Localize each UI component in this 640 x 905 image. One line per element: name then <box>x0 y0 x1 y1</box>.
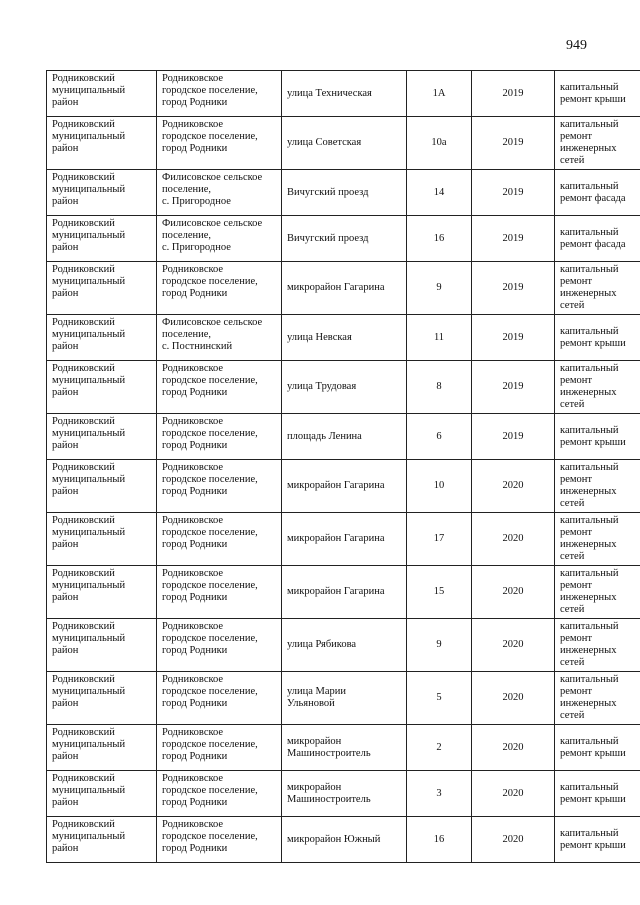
settlement-cell: Филисовское сельское поселение, с. Пригородное <box>157 170 282 216</box>
table-row <box>47 672 640 725</box>
table-row <box>47 817 640 863</box>
street-cell: Вичугский проезд <box>282 170 407 216</box>
house-number-cell: 6 <box>407 414 472 460</box>
house-number-cell: 9 <box>407 619 472 672</box>
district-cell: Родниковский муниципальный район <box>47 513 157 566</box>
work-type-cell: капитальный ремонт инженерных сетей <box>555 460 640 513</box>
house-number-cell: 15 <box>407 566 472 619</box>
table-row <box>47 513 640 566</box>
house-number-cell: 9 <box>407 262 472 315</box>
year-cell: 2019 <box>472 71 555 117</box>
table-row <box>47 262 640 315</box>
work-type-cell: капитальный ремонт инженерных сетей <box>555 117 640 170</box>
work-type-cell: капитальный ремонт фасада <box>555 216 640 262</box>
settlement-cell: Родниковское городское поселение, город Родники <box>157 771 282 817</box>
street-cell: улица Рябикова <box>282 619 407 672</box>
work-type-cell: капитальный ремонт крыши <box>555 414 640 460</box>
table-row <box>47 725 640 771</box>
work-type-cell: капитальный ремонт крыши <box>555 725 640 771</box>
settlement-cell: Родниковское городское поселение, город Родники <box>157 566 282 619</box>
work-type-cell: капитальный ремонт крыши <box>555 771 640 817</box>
district-cell: Родниковский муниципальный район <box>47 117 157 170</box>
street-cell: площадь Ленина <box>282 414 407 460</box>
house-number-cell: 10 <box>407 460 472 513</box>
street-cell: микрорайон Гагарина <box>282 566 407 619</box>
year-cell: 2019 <box>472 361 555 414</box>
district-cell: Родниковский муниципальный район <box>47 262 157 315</box>
street-cell: улица Трудовая <box>282 361 407 414</box>
settlement-cell: Родниковское городское поселение, город Родники <box>157 71 282 117</box>
year-cell: 2019 <box>472 414 555 460</box>
house-number-cell: 1А <box>407 71 472 117</box>
table-row <box>47 460 640 513</box>
table-row <box>47 566 640 619</box>
year-cell: 2020 <box>472 817 555 863</box>
district-cell: Родниковский муниципальный район <box>47 566 157 619</box>
settlement-cell: Родниковское городское поселение, город Родники <box>157 414 282 460</box>
settlement-cell: Родниковское городское поселение, город Родники <box>157 619 282 672</box>
house-number-cell: 16 <box>407 216 472 262</box>
district-cell: Родниковский муниципальный район <box>47 817 157 863</box>
settlement-cell: Филисовское сельское поселение, с. Пригородное <box>157 216 282 262</box>
year-cell: 2020 <box>472 725 555 771</box>
work-type-cell: капитальный ремонт инженерных сетей <box>555 361 640 414</box>
district-cell: Родниковский муниципальный район <box>47 216 157 262</box>
house-number-cell: 2 <box>407 725 472 771</box>
settlement-cell: Родниковское городское поселение, город Родники <box>157 361 282 414</box>
work-type-cell: капитальный ремонт инженерных сетей <box>555 619 640 672</box>
year-cell: 2020 <box>472 566 555 619</box>
house-number-cell: 5 <box>407 672 472 725</box>
year-cell: 2019 <box>472 315 555 361</box>
table-row <box>47 170 640 216</box>
work-type-cell: капитальный ремонт инженерных сетей <box>555 513 640 566</box>
house-number-cell: 3 <box>407 771 472 817</box>
district-cell: Родниковский муниципальный район <box>47 460 157 513</box>
street-cell: микрорайон Машиностроитель <box>282 771 407 817</box>
street-cell: микрорайон Гагарина <box>282 262 407 315</box>
street-cell: улица Техническая <box>282 71 407 117</box>
street-cell: микрорайон Гагарина <box>282 513 407 566</box>
table-row <box>47 771 640 817</box>
street-cell: улица Советская <box>282 117 407 170</box>
work-type-cell: капитальный ремонт инженерных сетей <box>555 262 640 315</box>
district-cell: Родниковский муниципальный район <box>47 672 157 725</box>
district-cell: Родниковский муниципальный район <box>47 170 157 216</box>
district-cell: Родниковский муниципальный район <box>47 361 157 414</box>
district-cell: Родниковский муниципальный район <box>47 315 157 361</box>
house-number-cell: 16 <box>407 817 472 863</box>
house-number-cell: 10а <box>407 117 472 170</box>
table-body <box>47 71 640 863</box>
table-row <box>47 361 640 414</box>
table-row <box>47 117 640 170</box>
street-cell: улица Невская <box>282 315 407 361</box>
page-number: 949 <box>566 38 587 53</box>
street-cell: микрорайон Гагарина <box>282 460 407 513</box>
year-cell: 2020 <box>472 672 555 725</box>
work-type-cell: капитальный ремонт инженерных сетей <box>555 566 640 619</box>
district-cell: Родниковский муниципальный район <box>47 725 157 771</box>
year-cell: 2020 <box>472 513 555 566</box>
year-cell: 2019 <box>472 117 555 170</box>
street-cell: Вичугский проезд <box>282 216 407 262</box>
year-cell: 2020 <box>472 771 555 817</box>
settlement-cell: Родниковское городское поселение, город Родники <box>157 513 282 566</box>
street-cell: микрорайон Машиностроитель <box>282 725 407 771</box>
work-type-cell: капитальный ремонт фасада <box>555 170 640 216</box>
settlement-cell: Родниковское городское поселение, город Родники <box>157 262 282 315</box>
year-cell: 2020 <box>472 619 555 672</box>
work-type-cell: капитальный ремонт крыши <box>555 315 640 361</box>
street-cell: улица Марии Ульяновой <box>282 672 407 725</box>
district-cell: Родниковский муниципальный район <box>47 619 157 672</box>
year-cell: 2019 <box>472 262 555 315</box>
year-cell: 2019 <box>472 170 555 216</box>
settlement-cell: Родниковское городское поселение, город Родники <box>157 117 282 170</box>
table-row <box>47 619 640 672</box>
district-cell: Родниковский муниципальный район <box>47 771 157 817</box>
table-row <box>47 71 640 117</box>
repair-schedule-table <box>46 70 640 863</box>
settlement-cell: Филисовское сельское поселение, с. Постнинский <box>157 315 282 361</box>
settlement-cell: Родниковское городское поселение, город Родники <box>157 672 282 725</box>
house-number-cell: 8 <box>407 361 472 414</box>
work-type-cell: капитальный ремонт инженерных сетей <box>555 672 640 725</box>
settlement-cell: Родниковское городское поселение, город Родники <box>157 817 282 863</box>
house-number-cell: 11 <box>407 315 472 361</box>
table-row <box>47 216 640 262</box>
work-type-cell: капитальный ремонт крыши <box>555 71 640 117</box>
settlement-cell: Родниковское городское поселение, город Родники <box>157 460 282 513</box>
year-cell: 2020 <box>472 460 555 513</box>
district-cell: Родниковский муниципальный район <box>47 414 157 460</box>
house-number-cell: 14 <box>407 170 472 216</box>
house-number-cell: 17 <box>407 513 472 566</box>
district-cell: Родниковский муниципальный район <box>47 71 157 117</box>
settlement-cell: Родниковское городское поселение, город Родники <box>157 725 282 771</box>
work-type-cell: капитальный ремонт крыши <box>555 817 640 863</box>
table-row <box>47 414 640 460</box>
street-cell: микрорайон Южный <box>282 817 407 863</box>
table-row <box>47 315 640 361</box>
year-cell: 2019 <box>472 216 555 262</box>
